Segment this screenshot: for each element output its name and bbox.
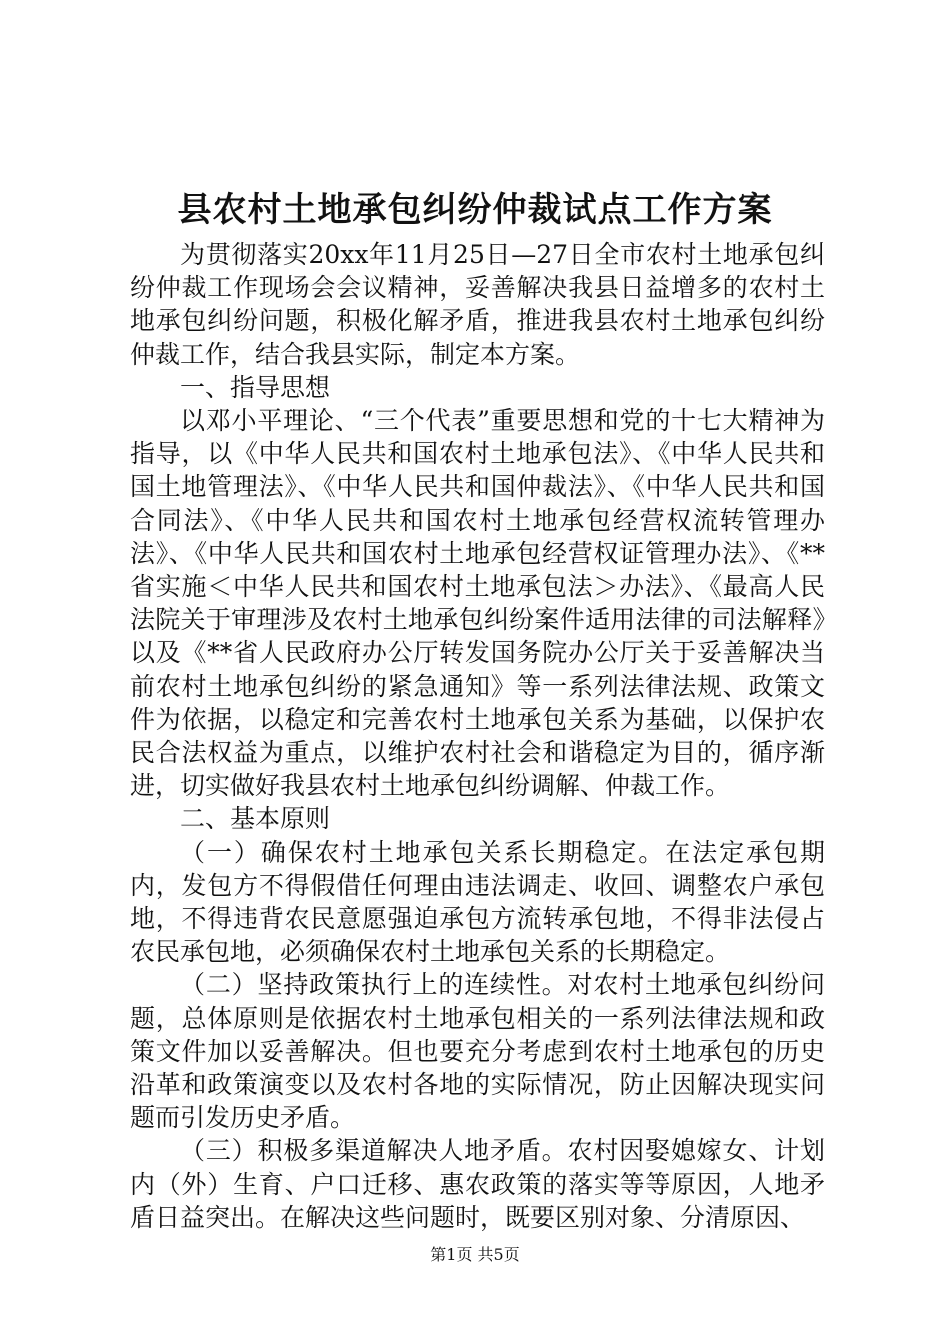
principle-1-paragraph: （一）确保农村土地承包关系长期稳定。在法定承包期内，发包方不得假借任何理由违法调走、收回、调整农户承包地，不得违背农民意愿强迫承包方流转承包地，不得非法侵占农民承包地，必须确保农村土地承包关系的长期稳定。 [130, 837, 825, 967]
page-number-footer: 第1页 共5页 [430, 1245, 520, 1264]
principle-2-paragraph: （二）坚持政策执行上的连续性。对农村土地承包纠纷问题，总体原则是依据农村土地承包相关的一系列法律法规和政策文件加以妥善解决。但也要充分考虑到农村土地承包的历史沿革和政策演变以及农村各地的实际情况，防止因解决现实问题而引发历史矛盾。 [130, 970, 825, 1133]
guiding-thought-paragraph: 以邓小平理论、“三个代表”重要思想和党的十七大精神为指导，以《中华人民共和国农村土地承包法》、《中华人民共和国土地管理法》、《中华人民共和国仲裁法》、《中华人民共和国合同法》、《中华人民共和国农村土地承包经营权流转管理办法》、《中华人民共和国农村土地承包经营权证管理办法》、《**省实施＜中华人民共和国农村土地承包法＞办法》、《最高人民法院关于审理涉及农村土地承包纠纷案件适用法律的司法解释》以及《**省人民政府办公厅转发国务院办公厅关于妥善解决当前农村土地承包纠纷的紧急通知》等一系列法律法规、政策文件为依据，以稳定和完善农村土地承包关系为基础，以保护农民合法权益为重点，以维护农村社会和谐稳定为目的，循序渐进，切实做好我县农村土地承包纠纷调解、仲裁工作。 [130, 406, 825, 801]
section-heading-guiding-thought: 一、指导思想 [180, 372, 331, 402]
document-body [130, 238, 825, 1234]
intro-paragraph: 为贯彻落实20xx年11月25日—27日全市农村土地承包纠纷仲裁工作现场会会议精神，妥善解决我县日益增多的农村土地承包纠纷问题，积极化解矛盾，推进我县农村土地承包纠纷仲裁工作，结合我县实际，制定本方案。 [130, 240, 825, 369]
document-title: 县农村土地承包纠纷仲裁试点工作方案 [177, 190, 773, 230]
section-heading-basic-principles: 二、基本原则 [180, 804, 331, 834]
principle-3-paragraph: （三）积极多渠道解决人地矛盾。农村因娶媳嫁女、计划内（外）生育、户口迁移、惠农政策的落实等等原因，人地矛盾日益突出。在解决这些问题时，既要区别对象、分清原因、 [130, 1136, 825, 1232]
